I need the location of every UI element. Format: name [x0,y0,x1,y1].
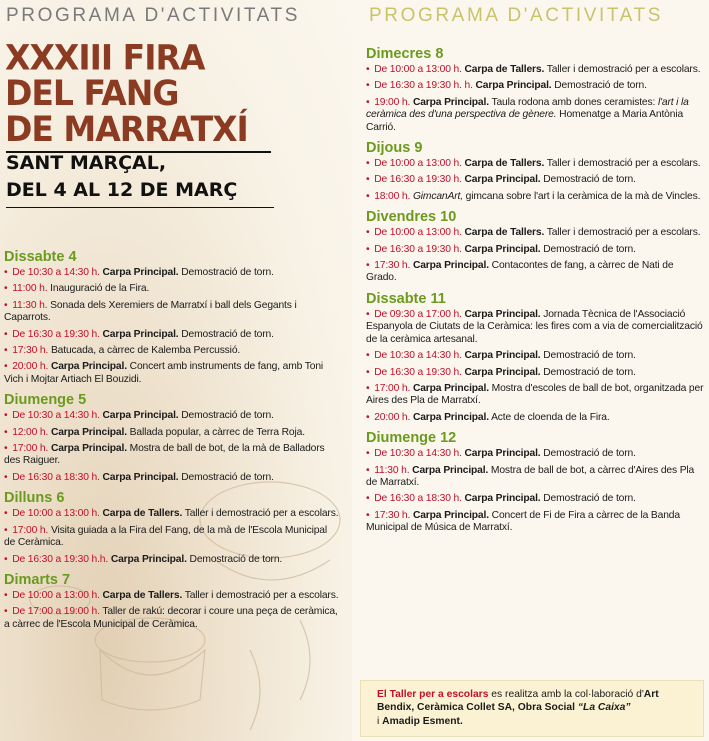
day-heading: Dijous 9 [366,140,423,157]
note-sponsor-italic: “La Caixa” [577,702,631,714]
event-time: De 10:30 a 14:30 h. [12,410,100,422]
subtitle-rule [6,207,274,208]
event-item [4,554,340,566]
note-text: i [377,715,380,727]
event-text: Mostra de ball de bot, a càrrec d'Aires des Pla de Marratxí. [366,464,695,488]
event-venue: Carpa Principal. [102,328,179,340]
event-text: Demostració de torn. [543,243,636,255]
event-item [4,508,340,520]
event-item [4,472,340,484]
event-text: Demostració de torn. [543,174,636,186]
event-venue: Carpa Principal. [412,509,489,521]
event-venue: Carpa de Tallers. [464,158,545,170]
event-time: De 16:30 a 19:30 h. [374,366,462,378]
event-item [366,309,706,346]
fair-dates [6,150,276,204]
day-heading: Dissabte 4 [4,249,77,265]
event-item [366,227,706,239]
subtitle-line: DEL 4 AL 12 DE MARÇ [6,179,238,201]
fair-title [5,36,248,150]
event-text: Taller i demostració per a escolars. [184,589,339,601]
event-item [366,383,706,408]
event-time: De 09:30 a 17:00 h. [374,308,462,320]
event-item [4,283,340,295]
day-section [366,290,706,424]
event-venue: Carpa Principal. [412,96,489,108]
event-text: Taller de rakú: decorar i coure una peça de ceràmica, a càrrec de l'Escola Municipal de Ceràmica. [4,606,338,630]
left-column [0,0,352,741]
title-line: XXXIII FIRA [5,36,205,78]
event-text: Demostració de torn. [181,328,274,340]
event-text: Concert de Fi de Fira a càrrec de la Banda Municipal de Música de Marratxí. [366,509,680,534]
event-text: Acte de cloenda de la Fira. [491,411,610,423]
event-item [4,410,340,422]
event-text: Batucada, a càrrec de Kalemba Percussió. [50,345,241,357]
event-item [366,97,706,134]
event-time: De 17:00 a 19:00 h. [12,606,100,618]
event-item [366,64,706,76]
event-time: De 10:30 a 14:30 h. [374,350,462,362]
event-text: Taller i demostració per a escolars. [184,508,339,520]
event-time: De 10:00 a 13:00 h. [374,158,462,170]
note-sponsors: Art Bendix, Ceràmica Collet SA, Obra Social [377,689,659,714]
event-time: 17:30 h. [374,509,411,521]
day-section [366,208,706,285]
event-time: 20:00 h. [374,411,411,423]
event-text: Taller i demostració per a escolars. [546,158,701,170]
event-time: 12:00 h. [12,426,49,438]
event-text: Taller i demostració per a escolars. [546,64,701,75]
bullet: • [366,464,370,476]
event-item [4,443,340,468]
event-item [4,606,340,631]
event-time: 11:30 h. [374,464,410,476]
day-heading: Dilluns 6 [4,490,65,507]
event-time: De 10:30 a 14:30 h. [374,448,462,460]
event-time: De 16:30 a 19:30 h. h. [374,80,473,92]
event-text: Mostra de ball de bot, de la mà de Balladors des Raiguer. [4,443,325,467]
bullet: • [366,448,370,460]
bullet: • [4,299,8,311]
event-time: De 16:30 a 18:30 h. [12,471,100,483]
event-venue: Carpa Principal. [50,443,127,455]
bullet: • [4,410,8,422]
right-column [358,0,709,741]
bullet: • [366,174,370,186]
event-text: Taller i demostració per a escolars. [546,227,701,239]
event-time: 17:00 h. [374,382,411,394]
event-venue: Carpa de Tallers. [102,508,183,520]
day-heading: Dimarts 7 [4,571,71,588]
day-section [4,571,340,631]
event-venue: Carpa Principal. [464,350,541,362]
title-line: DEL FANG [5,72,179,114]
sponsor-note [360,680,704,737]
bullet: • [4,328,8,340]
event-time: De 10:00 a 13:00 h. [12,508,100,520]
bullet: • [4,524,8,536]
event-text: Demostració de torn. [181,267,274,278]
event-text: Demostració de torn. [189,553,283,565]
day-heading: Dissabte 11 [366,290,446,307]
day-section [4,489,340,566]
event-item [4,300,340,325]
event-venue: Carpa Principal. [412,411,489,423]
event-time: 17:00 h. [12,443,49,455]
event-venue: Carpa de Tallers. [464,227,545,239]
bullet: • [366,493,370,505]
event-time: De 10:00 a 13:00 h. [374,227,462,239]
event-venue: Carpa Principal. [464,174,541,186]
bullet: • [366,190,370,202]
event-item [366,493,706,505]
event-item [366,412,706,424]
event-text: Demostració de torn. [543,350,636,362]
event-venue: Carpa Principal. [102,267,179,278]
bullet: • [366,509,370,521]
event-venue: Carpa Principal. [464,366,541,378]
bullet: • [4,426,8,438]
day-section [366,139,706,203]
section-header: PROGRAMA D'ACTIVITATS [369,5,663,26]
event-text: Ballada popular, a càrrec de Terra Roja. [129,426,305,438]
note-text: es realitza amb la col·laboració d' [491,689,644,700]
event-text: Homenatge a Maria Antònia Carrió. [366,109,684,133]
event-item [366,510,706,535]
event-venue: Carpa Principal. [412,260,489,272]
event-italic: GimcanArt, [412,190,463,202]
day-section [4,391,340,484]
event-venue: Carpa Principal. [464,308,541,320]
event-item [366,448,706,460]
event-text: Demostració de torn. [181,410,274,422]
bullet: • [4,443,8,455]
day-heading: Dimecres 8 [366,46,444,62]
event-venue: Carpa Principal. [110,553,187,565]
event-time: 17:30 h. [374,260,411,272]
event-venue: Carpa de Tallers. [464,64,545,75]
bullet: • [4,508,8,520]
bullet: • [4,589,8,601]
day-heading: Diumenge 12 [366,430,457,447]
event-time: De 16:30 a 19:30 h. [374,243,462,255]
event-text: gimcana sobre l'art i la ceràmica de la mà de Vincles. [465,190,701,202]
event-text: Contacontes de fang, a càrrec de Nati de Grado. [366,260,674,284]
event-item [4,267,340,279]
event-venue: Carpa Principal. [464,243,541,255]
bullet: • [4,471,8,483]
left-schedule [4,245,340,635]
event-time: De 10:00 a 13:00 h. [374,64,462,75]
event-venue: Carpa Principal. [50,426,127,438]
day-heading: Diumenge 5 [4,392,87,409]
event-venue: Carpa Principal. [464,448,541,460]
bullet: • [4,267,8,278]
subtitle-line: SANT MARÇAL, [6,152,167,174]
day-heading: Divendres 10 [366,209,457,226]
event-time: 17:30 h. [12,345,49,357]
note-highlight: El Taller per a escolars [377,689,489,700]
event-venue: Carpa Principal. [412,464,489,476]
event-text: Inauguració de la Fira. [50,283,150,295]
day-section [366,45,706,134]
event-text: Taula rodona amb dones ceramistes: [491,96,656,108]
event-time: De 16:30 a 19:30 h. [12,328,100,340]
title-line: DE MARRATXÍ [5,108,248,150]
bullet: • [366,411,370,423]
event-item [4,590,340,602]
event-item [366,191,706,203]
event-text: Demostració de torn. [554,80,647,92]
event-italic: l'art i la ceràmica des d'una perspectiva de gènere. [366,96,689,121]
event-time: 18:00 h. [374,190,411,202]
event-text: Sonada dels Xeremiers de Marratxí i ball dels Gegants i Caparrots. [4,299,297,324]
event-item [366,367,706,379]
event-time: De 16:30 a 19:30 h. [374,174,462,186]
event-item [366,174,706,186]
event-time: De 16:30 a 18:30 h. [374,493,462,505]
event-text: Demostració de torn. [543,493,636,505]
event-time: 20:00 h. [12,361,49,373]
event-time: 11:00 h. [12,283,48,295]
event-time: De 10:00 a 13:00 h. [12,589,100,601]
event-text: Jornada Tècnica de l'Associació Espanyola de Ciutats de la Ceràmica: les fires com a via de comercialització de la ceràmica artesanal. [366,308,703,345]
event-item [366,80,706,92]
bullet: • [4,361,8,373]
bullet: • [366,243,370,255]
event-text: Visita guiada a la Fira del Fang, de la mà de l'Escola Municipal de Ceràmica. [4,524,328,549]
event-text: Demostració de torn. [543,366,636,378]
event-text: Demostració de torn. [543,448,636,460]
event-venue: Carpa Principal. [102,410,179,422]
event-item [366,244,706,256]
bullet: • [366,382,370,394]
event-venue: Carpa Principal. [464,493,541,505]
bullet: • [366,227,370,239]
event-time: 11:30 h. [12,299,48,311]
bullet: • [366,366,370,378]
event-text: Demostració de torn. [181,471,274,483]
section-header: PROGRAMA D'ACTIVITATS [6,5,300,26]
event-item [366,260,706,285]
event-item [4,525,340,550]
event-item [4,427,340,439]
bullet: • [366,96,370,108]
event-venue: Carpa Principal. [50,361,127,373]
bullet: • [366,350,370,362]
event-item [366,158,706,170]
event-item [4,345,340,357]
bullet: • [4,283,8,295]
event-time: De 16:30 a 19:30 h.h. [12,553,109,565]
event-time: 19:00 h. [374,96,411,108]
event-time: De 10:30 a 14:30 h. [12,267,100,278]
event-item [366,465,706,490]
day-section [4,248,340,386]
event-item [4,361,340,386]
day-section [366,429,706,534]
event-venue: Carpa de Tallers. [102,589,183,601]
bullet: • [366,64,370,75]
event-text: Mostra d'escoles de ball de bot, organitzada per Aires des Pla de Marratxí. [366,382,704,407]
bullet: • [4,345,8,357]
event-venue: Carpa Principal. [412,382,489,394]
event-time: 17:00 h. [12,524,49,536]
right-schedule [366,40,706,539]
note-sponsors: Amadip Esment. [382,715,463,727]
bullet: • [366,158,370,170]
bullet: • [4,553,8,565]
event-item [4,329,340,341]
event-venue: Carpa Principal. [475,80,552,92]
bullet: • [366,260,370,272]
bullet: • [366,80,370,92]
bullet: • [4,606,8,618]
bullet: • [366,308,370,320]
event-text: Concert amb instruments de fang, amb Toni Vich i Mojtar Artiach El Bouzidi. [4,361,324,385]
event-venue: Carpa Principal. [102,471,179,483]
event-item [366,350,706,362]
